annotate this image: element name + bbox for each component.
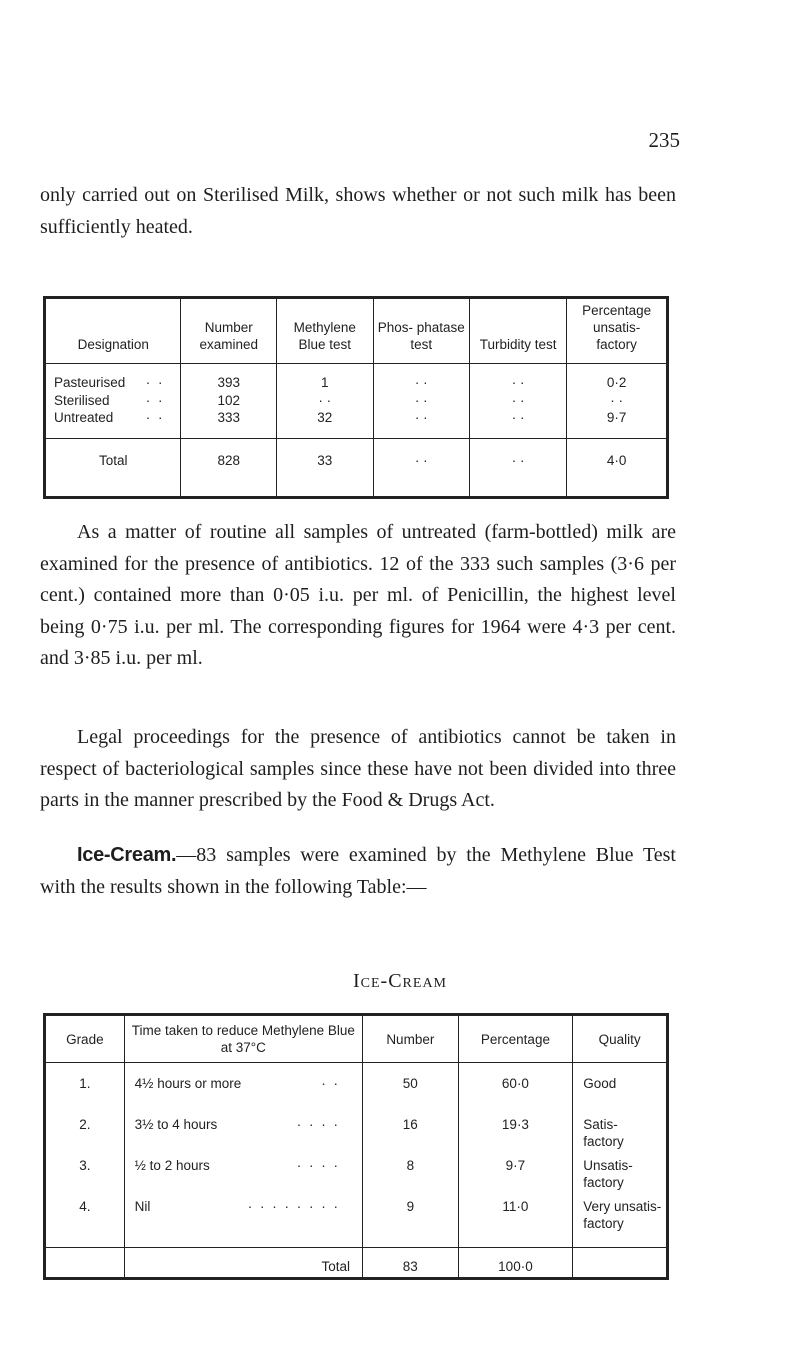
percentage-unsatisfactory-header: Percentage unsatis- factory	[567, 298, 668, 364]
grade-header: Grade	[45, 1015, 125, 1063]
designation-header: Designation	[45, 298, 181, 364]
number-examined-header: Number examined	[181, 298, 277, 364]
milk-results-table	[43, 296, 669, 499]
table-row: 1.	[79, 1076, 91, 1091]
methylene-blue-header: Methylene Blue test	[276, 298, 373, 364]
intro-paragraph: only carried out on Sterilised Milk, shows whether or not such milk has been sufficiently heated.	[40, 184, 676, 238]
time-header: Time taken to reduce Methylene Blue at 37°C	[124, 1015, 362, 1063]
number-column: 393 102 333	[181, 364, 277, 439]
time-column: 4½ hours or more · · 3½ to 4 hours · · · · ½ to 2 hours · · · · Nil · · · · · · · ·	[124, 1063, 362, 1248]
icecream-total-percentage: 100·0	[458, 1248, 573, 1279]
icecream-total-row	[45, 1248, 668, 1279]
total-percentage: 4·0	[567, 438, 668, 497]
number-header: Number	[363, 1015, 459, 1063]
total-number: 828	[181, 438, 277, 497]
total-methylene: 33	[276, 438, 373, 497]
designation-column	[45, 364, 181, 439]
table-row: 4.	[79, 1199, 91, 1214]
legal-paragraph: Legal proceedings for the presence of antibiotics cannot be taken in respect of bacteriological samples since these have not been divided into three parts in the manner prescribed by the Food & Drugs Act.	[40, 726, 676, 811]
icecream-total-number: 83	[363, 1248, 459, 1279]
icecream-paragraph	[40, 840, 676, 903]
page-number: 235	[648, 128, 680, 152]
icecream-table-body	[45, 1063, 668, 1248]
table-row: Sterilised · ·	[54, 392, 165, 408]
turbidity-column: · · · · · ·	[469, 364, 566, 439]
icecream-table-caption: Ice-Cream	[353, 970, 447, 992]
percentage-column: 60·0 19·3 9·7 11·0	[458, 1063, 573, 1248]
table-row: 2.	[79, 1117, 91, 1132]
icecream-total-label: Total	[124, 1248, 362, 1279]
total-phosphatase: · ·	[373, 438, 469, 497]
phosphatase-column: · · · · · ·	[373, 364, 469, 439]
percentage-column: 0·2 · · 9·7	[567, 364, 668, 439]
quality-header: Quality	[573, 1015, 668, 1063]
grade-column	[45, 1063, 125, 1248]
icecream-run-in-heading: Ice-Cream.	[77, 844, 177, 866]
table-row: Pasteurised · ·	[54, 375, 165, 390]
antibiotics-paragraph: As a matter of routine all samples of untreated (farm-bottled) milk are examined for the presence of antibiotics. 12 of the 333 such samples (3·6 per cent.) contained more than 0·05 i.u. per ml. of Penicillin, the highest level being 0·75 i.u. per ml. The corresponding figures for 1964 were 4·3 per cent. and 3·85 i.u. per ml.	[40, 521, 676, 669]
icecream-table-header	[45, 1015, 668, 1063]
milk-table-header	[45, 298, 668, 364]
turbidity-header: Turbidity test	[469, 298, 566, 364]
icecream-results-table	[43, 1013, 669, 1280]
total-label: Total	[45, 438, 181, 497]
total-turbidity: · ·	[469, 438, 566, 497]
table-row: 3.	[79, 1158, 91, 1173]
methylene-column: 1 · · 32	[276, 364, 373, 439]
milk-table-body	[45, 364, 668, 439]
percentage-header: Percentage	[458, 1015, 573, 1063]
number-column: 50 16 8 9	[363, 1063, 459, 1248]
icecream-paragraph-text: —83 samples were examined by the Methylene Blue Test with the results shown in the following Table:—	[40, 844, 676, 898]
phosphatase-header: Phos- phatase test	[373, 298, 469, 364]
table-row: Untreated · ·	[54, 410, 165, 425]
quality-column: Good Satis- factory Unsatis- factory Very unsatis- factory	[573, 1063, 668, 1248]
milk-total-row	[45, 438, 668, 497]
